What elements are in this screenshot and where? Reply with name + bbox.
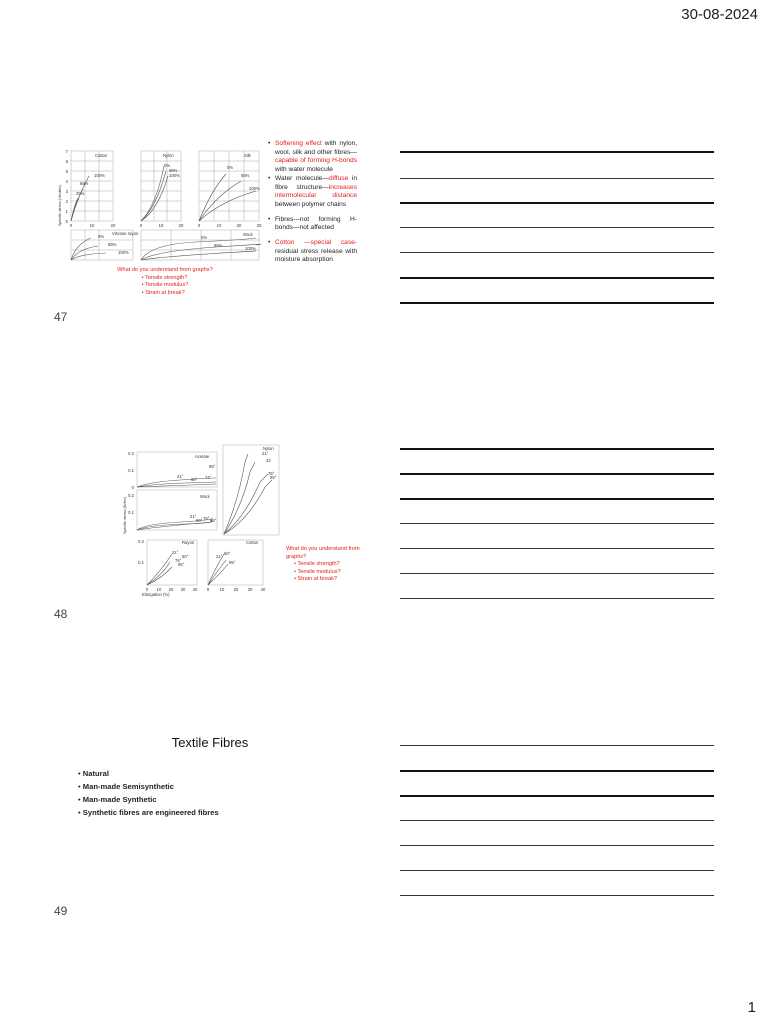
- svg-text:0: 0: [206, 587, 210, 592]
- svg-text:0%: 0%: [98, 234, 105, 239]
- svg-text:2: 2: [65, 199, 68, 204]
- svg-text:Elongation (%): Elongation (%): [142, 592, 170, 597]
- svg-text:10: 10: [156, 587, 162, 592]
- slide-number: 49: [54, 904, 68, 918]
- svg-text:0.2: 0.2: [128, 451, 134, 456]
- svg-text:0%: 0%: [227, 165, 234, 170]
- svg-text:40: 40: [260, 587, 266, 592]
- svg-text:100%: 100%: [169, 173, 180, 178]
- svg-text:65%: 65%: [108, 242, 117, 247]
- svg-text:60°: 60°: [196, 518, 203, 523]
- svg-text:10: 10: [219, 587, 225, 592]
- note-line: [400, 820, 714, 821]
- note-line: [400, 252, 714, 253]
- moisture-stress-strain-graphs: [56, 146, 266, 266]
- svg-text:0: 0: [197, 223, 201, 228]
- svg-text:3: 3: [65, 189, 68, 194]
- svg-text:20: 20: [178, 223, 184, 228]
- svg-text:0.2: 0.2: [128, 493, 134, 498]
- svg-text:0.2: 0.2: [138, 539, 144, 544]
- svg-text:0.1: 0.1: [128, 510, 134, 515]
- note-line: [400, 498, 714, 500]
- slide-number: 48: [54, 607, 68, 621]
- bullet-list: • Softening effect with nylon, wool, silk and other fibres—capable of forming H-bonds with water molecule • Water molecule—diffuse in fibre structure—increases intermolecular distance between polymer chains • Fibres---not forming H-bonds—not affected • Cotton —special case- residual stress release with moisture absorption: [268, 140, 357, 271]
- svg-text:95°: 95°: [209, 464, 216, 469]
- svg-text:Wool: Wool: [200, 494, 210, 499]
- svg-text:60°: 60°: [191, 477, 198, 482]
- svg-text:Viscose rayon: Viscose rayon: [112, 231, 139, 236]
- svg-text:60°: 60°: [224, 551, 231, 556]
- svg-text:95°: 95°: [210, 518, 217, 523]
- print-date: 30-08-2024: [681, 6, 758, 23]
- note-line: [400, 277, 714, 279]
- svg-text:74°: 74°: [205, 475, 212, 480]
- note-line: [400, 302, 714, 304]
- svg-text:0: 0: [131, 485, 134, 490]
- page-number: 1: [747, 999, 756, 1016]
- svg-text:Acetate: Acetate: [195, 454, 210, 459]
- svg-text:21°: 21°: [177, 474, 184, 479]
- svg-text:1: 1: [65, 209, 68, 214]
- svg-text:30: 30: [180, 587, 186, 592]
- svg-text:100%: 100%: [94, 173, 105, 178]
- note-line: [400, 448, 714, 450]
- svg-text:0: 0: [65, 219, 68, 224]
- svg-text:21°: 21°: [262, 451, 269, 456]
- svg-text:7: 7: [65, 149, 68, 154]
- note-line: [400, 548, 714, 549]
- svg-text:Specific stress (N/tex): Specific stress (N/tex): [123, 497, 127, 534]
- note-line: [400, 598, 714, 599]
- svg-text:Silk: Silk: [244, 153, 251, 158]
- list-item: • Synthetic fibres are engineered fibres: [78, 807, 219, 820]
- svg-text:95°: 95°: [229, 560, 236, 565]
- svg-text:21°: 21°: [216, 554, 223, 559]
- list-item: • Man-made Synthetic: [78, 794, 219, 807]
- svg-text:20: 20: [110, 223, 116, 228]
- svg-text:95°: 95°: [178, 562, 185, 567]
- svg-text:95°: 95°: [270, 475, 277, 480]
- svg-text:0: 0: [139, 223, 143, 228]
- svg-text:40: 40: [192, 587, 198, 592]
- svg-text:10: 10: [158, 223, 164, 228]
- svg-text:21°: 21°: [172, 550, 179, 555]
- question-box: What do you understand from graphs? • Tensile strength? • Tensile modulus? • Strain at break?: [286, 546, 366, 584]
- svg-text:10: 10: [216, 223, 222, 228]
- slide-title: Textile Fibres: [171, 735, 249, 750]
- note-line: [400, 795, 714, 797]
- svg-text:Cotton: Cotton: [95, 153, 108, 158]
- list-item: • Natural: [78, 768, 219, 781]
- note-line: [400, 770, 714, 772]
- note-line: [400, 202, 714, 204]
- svg-text:42: 42: [266, 458, 271, 463]
- svg-text:Wool: Wool: [243, 232, 253, 237]
- svg-text:65%: 65%: [169, 168, 178, 173]
- fibre-types-list: [78, 768, 219, 820]
- svg-text:20: 20: [233, 587, 239, 592]
- svg-text:100%: 100%: [249, 186, 260, 191]
- svg-text:4: 4: [65, 179, 68, 184]
- svg-text:76°: 76°: [268, 471, 275, 476]
- note-line: [400, 845, 714, 846]
- svg-text:20: 20: [168, 587, 174, 592]
- note-line: [400, 745, 714, 746]
- svg-text:10: 10: [89, 223, 95, 228]
- svg-text:65%: 65%: [80, 181, 89, 186]
- question-box: What do you understand from graphs? • Tensile strength? • Tensile modulus? • Strain at break?: [100, 267, 230, 297]
- svg-text:25%: 25%: [76, 191, 85, 196]
- svg-text:0: 0: [145, 587, 149, 592]
- svg-text:60°: 60°: [182, 554, 189, 559]
- svg-text:76°: 76°: [203, 516, 210, 521]
- svg-text:76°: 76°: [175, 558, 182, 563]
- note-line: [400, 870, 714, 871]
- list-item: • Man-made Semisynthetic: [78, 781, 219, 794]
- svg-text:30: 30: [247, 587, 253, 592]
- note-line: [400, 895, 714, 896]
- svg-text:0.1: 0.1: [128, 468, 134, 473]
- note-line: [400, 573, 714, 574]
- note-line: [400, 227, 714, 228]
- temperature-stress-strain-graphs: [120, 442, 285, 602]
- slide-number: 47: [54, 310, 68, 324]
- svg-text:Cotton: Cotton: [246, 540, 259, 545]
- svg-text:0: 0: [69, 223, 73, 228]
- note-line: [400, 523, 714, 524]
- svg-text:0%: 0%: [164, 163, 171, 168]
- svg-text:65%: 65%: [214, 243, 223, 248]
- svg-text:Nylon: Nylon: [163, 153, 174, 158]
- svg-text:Specific stress (cN/dtex): Specific stress (cN/dtex): [58, 185, 62, 226]
- svg-text:6: 6: [65, 159, 68, 164]
- svg-text:Nylon: Nylon: [263, 446, 274, 451]
- svg-text:21°: 21°: [190, 514, 197, 519]
- svg-text:0%: 0%: [201, 235, 208, 240]
- svg-text:30: 30: [256, 223, 262, 228]
- svg-text:5: 5: [65, 169, 68, 174]
- note-line: [400, 178, 714, 179]
- svg-text:20: 20: [236, 223, 242, 228]
- svg-text:100%: 100%: [245, 246, 256, 251]
- svg-text:0.1: 0.1: [138, 560, 144, 565]
- note-line: [400, 151, 714, 153]
- svg-text:100%: 100%: [118, 250, 129, 255]
- svg-text:Rayon: Rayon: [182, 540, 195, 545]
- svg-text:65%: 65%: [241, 173, 250, 178]
- note-line: [400, 473, 714, 475]
